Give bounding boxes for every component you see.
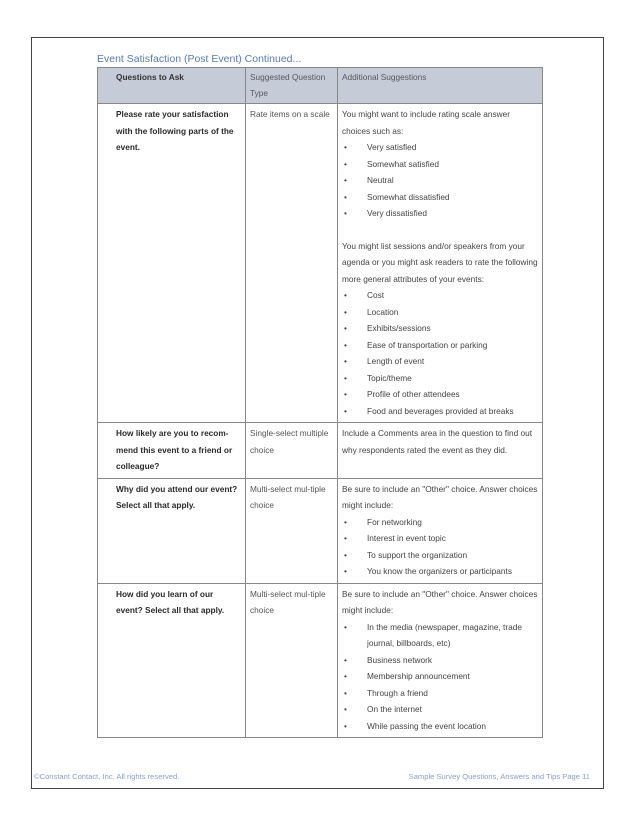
table-row — [98, 478, 543, 583]
list-item: • Business network — [342, 652, 538, 669]
footer-copyright: ©Constant Contact, Inc. All rights reserved. — [34, 772, 180, 781]
list-item: • You know the organizers or participants — [342, 563, 538, 580]
table-row — [98, 423, 543, 479]
suggestions-cell — [338, 478, 543, 583]
question-cell: How did you learn of our event? Select all that apply. — [98, 583, 246, 738]
list-item: • In the media (newspaper, magazine, trade journal, billboards, etc) — [342, 619, 538, 652]
suggestion-intro: You might want to include rating scale answer choices such as: — [342, 109, 511, 136]
question-type-cell: Rate items on a scale — [246, 104, 338, 423]
list-item: • Exhibits/sessions — [342, 320, 538, 337]
list-item: • Very satisfied — [342, 139, 538, 156]
question-type-cell: Multi-select mul-tiple choice — [246, 478, 338, 583]
list-item: • While passing the event location — [342, 718, 538, 735]
question-cell: Please rate your satisfaction with the following parts of the event. — [98, 104, 246, 423]
question-type-cell: Single-select multiple choice — [246, 423, 338, 479]
suggestion-intro: Be sure to include an "Other" choice. Answer choices might include: — [342, 483, 538, 510]
list-item: • Cost — [342, 287, 538, 304]
header-questions: Questions to Ask — [98, 68, 246, 104]
header-question-type: Suggested Question Type — [246, 68, 338, 104]
suggestion-intro: Include a Comments area in the question to find out why respondents rated the event as they did. — [342, 428, 533, 455]
list-item: • Somewhat dissatisfied — [342, 189, 538, 206]
suggestion-intro: Be sure to include an "Other" choice. Answer choices might include: — [342, 588, 538, 615]
list-item: • Ease of transportation or parking — [342, 337, 538, 354]
suggestions-cell — [338, 104, 543, 423]
question-cell: How likely are you to recom-mend this event to a friend or colleague? — [98, 423, 246, 479]
section-title: Event Satisfaction (Post Event) Continued... — [97, 53, 302, 65]
question-type-cell: Multi-select mul-tiple choice — [246, 583, 338, 738]
list-item: • Somewhat satisfied — [342, 156, 538, 173]
suggestion-list — [342, 619, 538, 735]
list-item: • Through a friend — [342, 685, 538, 702]
list-item: • To support the organization — [342, 547, 538, 564]
table-header-row — [98, 68, 543, 104]
header-suggestions: Additional Suggestions — [338, 68, 543, 104]
survey-table — [97, 67, 543, 738]
list-item: • On the internet — [342, 701, 538, 718]
suggestions-cell — [338, 583, 543, 738]
list-item: • Membership announcement — [342, 668, 538, 685]
suggestion-list — [342, 139, 538, 222]
suggestion-intro: You might list sessions and/or speakers from your agenda or you might ask readers to rate the following more general attributes of your events: — [342, 240, 538, 284]
list-item: • Location — [342, 304, 538, 321]
list-item: • Interest in event topic — [342, 530, 538, 547]
question-cell: Why did you attend our event? Select all that apply. — [98, 478, 246, 583]
table-row — [98, 583, 543, 738]
suggestion-list — [342, 287, 538, 419]
footer-page-label: Sample Survey Questions, Answers and Tips Page 11 — [408, 772, 590, 781]
table-row — [98, 104, 543, 423]
list-item: • Length of event — [342, 353, 538, 370]
list-item: • For networking — [342, 514, 538, 531]
list-item: • Neutral — [342, 172, 538, 189]
list-item: • Very dissatisfied — [342, 205, 538, 222]
spacer — [342, 222, 538, 238]
list-item: • Profile of other attendees — [342, 386, 538, 403]
suggestions-cell — [338, 423, 543, 479]
list-item: • Topic/theme — [342, 370, 538, 387]
list-item: • Food and beverages provided at breaks — [342, 403, 538, 420]
suggestion-list — [342, 514, 538, 580]
